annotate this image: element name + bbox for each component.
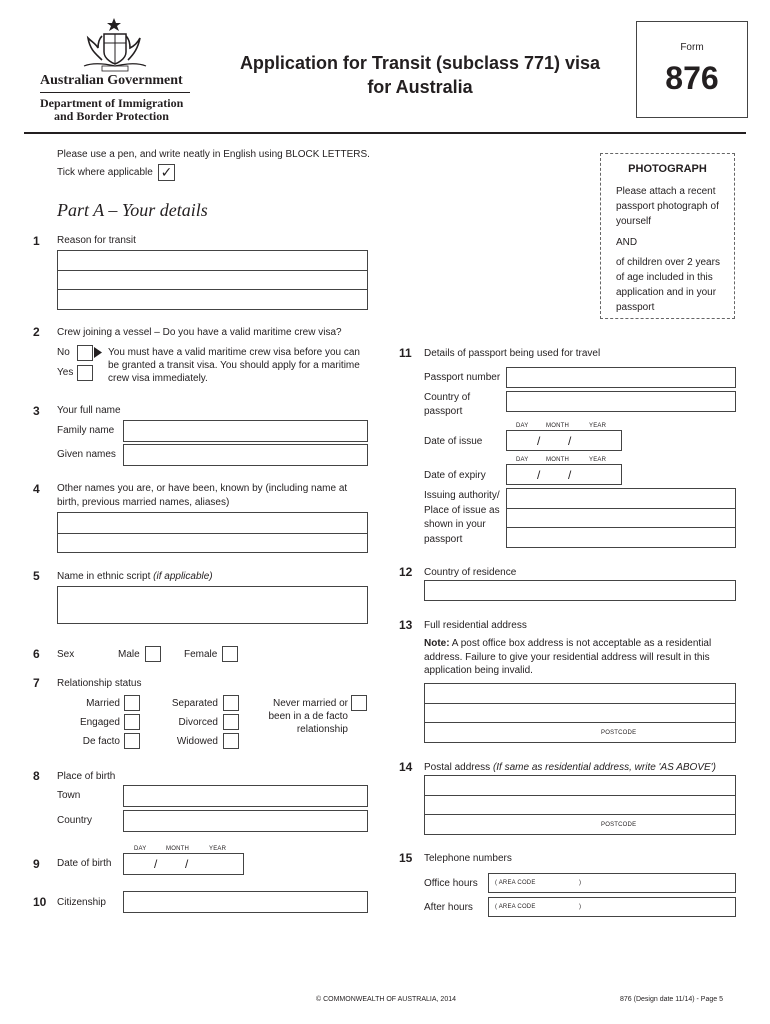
expiry-month-caption: MONTH <box>546 457 569 463</box>
dob-day-caption: DAY <box>134 846 147 852</box>
office-area-code-close: ) <box>579 880 582 886</box>
country-of-birth-label: Country <box>57 815 93 826</box>
after-area-code-caption: ( AREA CODE <box>495 904 536 910</box>
country-of-birth-field[interactable] <box>123 810 368 832</box>
q7-number: 7 <box>33 676 40 690</box>
family-name-label: Family name <box>57 425 115 436</box>
q10-number: 10 <box>33 895 47 909</box>
date-of-birth-field[interactable] <box>123 853 244 875</box>
dob-slash-2: / <box>185 857 189 871</box>
country-of-passport-label: Country of passport <box>424 392 471 417</box>
female-label: Female <box>184 649 218 660</box>
q5-number: 5 <box>33 569 40 583</box>
q9-number: 9 <box>33 857 40 871</box>
q15-label: Telephone numbers <box>424 853 512 864</box>
residential-postcode-caption: POSTCODE <box>601 730 637 736</box>
married-checkbox[interactable] <box>124 695 140 711</box>
crew-visa-no-checkbox[interactable] <box>77 345 93 361</box>
after-hours-label: After hours <box>424 902 473 913</box>
female-checkbox[interactable] <box>222 646 238 662</box>
q6-label: Sex <box>57 649 75 660</box>
q13-number: 13 <box>399 618 413 632</box>
q2-note: You must have a valid maritime crew visa before you can be granted a transit visa. You should apply for a maritime crew visa immediately. <box>108 347 360 384</box>
department-line-1: Department of Immigration <box>40 96 184 110</box>
q12-number: 12 <box>399 565 413 579</box>
issue-slash-2: / <box>568 434 572 448</box>
passport-number-field[interactable] <box>506 367 736 388</box>
postal-postcode-caption: POSTCODE <box>601 822 637 828</box>
date-of-expiry-label: Date of expiry <box>424 470 486 481</box>
after-hours-phone-field[interactable] <box>488 897 736 917</box>
q3-number: 3 <box>33 404 40 418</box>
passport-number-label: Passport number <box>424 372 501 383</box>
tick-instruction: Tick where applicable <box>57 167 153 178</box>
expiry-year-caption: YEAR <box>589 457 607 463</box>
divorced-label: Divorced <box>178 717 218 728</box>
q8-label: Place of birth <box>57 771 116 782</box>
q14-number: 14 <box>399 760 413 774</box>
q13-label: Full residential address <box>424 620 527 631</box>
date-of-issue-label: Date of issue <box>424 436 483 447</box>
photograph-instruction: Please attach a recent passport photograph of yourself <box>616 186 719 227</box>
q4-number: 4 <box>33 482 40 496</box>
widowed-checkbox[interactable] <box>223 733 239 749</box>
issue-month-caption: MONTH <box>546 423 569 429</box>
never-married-label: Never married or been in a de facto relationship <box>268 698 348 735</box>
issuing-authority-label: Issuing authority/ Place of issue as shown in your passport <box>424 490 500 545</box>
q1-number: 1 <box>33 234 40 248</box>
country-of-passport-field[interactable] <box>506 391 736 412</box>
q11-number: 11 <box>399 346 412 360</box>
given-names-field[interactable] <box>123 444 368 466</box>
residential-address-field[interactable] <box>424 683 736 743</box>
separated-label: Separated <box>171 698 218 709</box>
q14-label: Postal address (If same as residential address, write 'AS ABOVE') <box>424 762 716 773</box>
q2-no-label: No <box>57 347 70 358</box>
q9-label: Date of birth <box>57 858 112 869</box>
widowed-label: Widowed <box>176 736 218 747</box>
photograph-area <box>600 153 735 319</box>
q2-yes-label: Yes <box>57 367 74 378</box>
q11-label: Details of passport being used for travel <box>424 348 601 359</box>
page-number-footer: 876 (Design date 11/14) - Page 5 <box>620 996 723 1003</box>
q15-number: 15 <box>399 851 413 865</box>
never-married-checkbox[interactable] <box>351 695 367 711</box>
part-a-title: Part A – Your details <box>57 200 208 220</box>
office-area-code-caption: ( AREA CODE <box>495 880 536 886</box>
issuing-authority-field[interactable] <box>506 488 736 548</box>
crew-visa-yes-checkbox[interactable] <box>77 365 93 381</box>
issue-day-caption: DAY <box>516 423 529 429</box>
dob-slash-1: / <box>154 857 158 871</box>
department-line-2: and Border Protection <box>54 109 169 123</box>
family-name-field[interactable] <box>123 420 368 442</box>
government-name: Australian Government <box>40 73 183 88</box>
town-field[interactable] <box>123 785 368 807</box>
reason-for-transit-field[interactable] <box>57 250 368 310</box>
form-label: Form <box>680 42 704 53</box>
male-label: Male <box>118 649 140 660</box>
issue-slash-1: / <box>537 434 541 448</box>
married-label: Married <box>86 698 120 709</box>
male-checkbox[interactable] <box>145 646 161 662</box>
form-title: Application for Transit (subclass 771) visa for Australia <box>239 53 601 97</box>
postal-address-field[interactable] <box>424 775 736 835</box>
q13-note: Note: A post office box address is not acceptable as a residential address. Failure to give your residential address will result in this application being invalid. <box>424 638 712 676</box>
q7-label: Relationship status <box>57 678 142 689</box>
arrow-right-icon <box>94 347 102 358</box>
divorced-checkbox[interactable] <box>223 714 239 730</box>
header-rule <box>24 132 746 134</box>
photograph-children-instruction: of children over 2 years of age included in this application and in your passport <box>616 257 720 313</box>
de-facto-checkbox[interactable] <box>124 733 140 749</box>
expiry-slash-1: / <box>537 468 541 482</box>
office-hours-label: Office hours <box>424 878 478 889</box>
expiry-day-caption: DAY <box>516 457 529 463</box>
q6-number: 6 <box>33 647 40 661</box>
copyright-footer: © COMMONWEALTH OF AUSTRALIA, 2014 <box>316 996 456 1003</box>
form-number: 876 <box>665 60 719 96</box>
q4-label: Other names you are, or have been, known by (including name at birth, previous married names, aliases) <box>57 483 348 508</box>
form-number-box <box>636 21 748 118</box>
q2-label: Crew joining a vessel – Do you have a valid maritime crew visa? <box>57 327 342 338</box>
de-facto-label: De facto <box>82 736 120 747</box>
q3-label: Your full name <box>57 405 121 416</box>
q8-number: 8 <box>33 769 40 783</box>
given-names-label: Given names <box>57 449 116 460</box>
photograph-title: PHOTOGRAPH <box>628 163 707 175</box>
other-names-field[interactable] <box>57 512 368 553</box>
q10-label: Citizenship <box>57 897 106 908</box>
q1-label: Reason for transit <box>57 235 136 246</box>
dob-month-caption: MONTH <box>166 846 189 852</box>
engaged-checkbox[interactable] <box>124 714 140 730</box>
engaged-label: Engaged <box>79 717 120 728</box>
after-area-code-close: ) <box>579 904 582 910</box>
q5-label: Name in ethnic script (if applicable) <box>57 571 213 582</box>
ethnic-script-name-field[interactable] <box>57 586 368 624</box>
separated-checkbox[interactable] <box>223 695 239 711</box>
date-of-issue-field[interactable] <box>506 430 622 451</box>
coat-of-arms-logo <box>78 14 152 72</box>
dob-year-caption: YEAR <box>209 846 227 852</box>
town-label: Town <box>57 790 81 801</box>
citizenship-field[interactable] <box>123 891 368 913</box>
instruction-text: Please use a pen, and write neatly in English using BLOCK LETTERS. <box>57 149 370 160</box>
q12-label: Country of residence <box>424 567 517 578</box>
issue-year-caption: YEAR <box>589 423 607 429</box>
date-of-expiry-field[interactable] <box>506 464 622 485</box>
photograph-and: AND <box>616 237 638 248</box>
expiry-slash-2: / <box>568 468 572 482</box>
tick-example-checkbox: ✓ <box>158 164 175 181</box>
office-hours-phone-field[interactable] <box>488 873 736 893</box>
country-of-residence-field[interactable] <box>424 580 736 601</box>
q2-number: 2 <box>33 325 40 339</box>
